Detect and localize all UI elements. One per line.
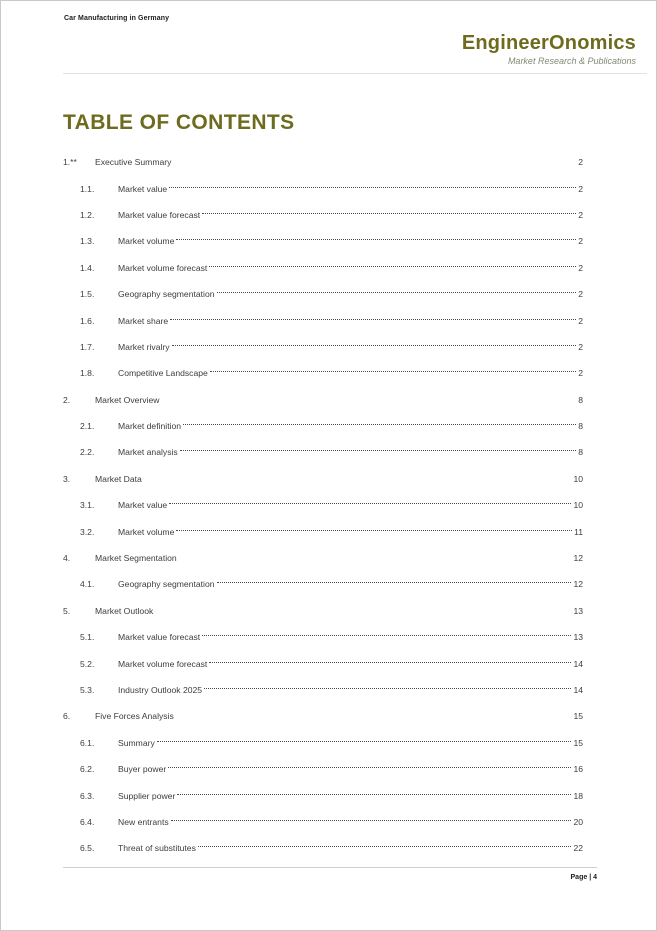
toc-entry-number: 2.1. bbox=[80, 421, 95, 432]
toc-entry-page: 15 bbox=[573, 737, 583, 748]
toc-entry[interactable] bbox=[63, 439, 583, 465]
toc-entry-title: Market Outlook bbox=[95, 605, 154, 616]
toc-entry-title: Market volume forecast bbox=[118, 262, 208, 273]
toc-entry-number: 6.1. bbox=[80, 737, 95, 748]
toc-entry-title: Geography segmentation bbox=[118, 579, 215, 590]
toc-entry-page: 2 bbox=[578, 183, 583, 194]
toc-entry-number: 6.5. bbox=[80, 843, 95, 854]
toc-entry-title: Summary bbox=[118, 737, 155, 748]
toc-entry-number: 1.5. bbox=[80, 289, 95, 300]
toc-entry-title: Market definition bbox=[118, 421, 182, 432]
toc-entry-page: 2 bbox=[578, 368, 583, 379]
toc-entry-page: 13 bbox=[573, 632, 583, 643]
toc-dot-leader bbox=[169, 503, 571, 504]
toc-entry-page: 14 bbox=[573, 685, 583, 695]
toc-entry-title: Executive Summary bbox=[95, 157, 172, 168]
toc-entry-page: 11 bbox=[574, 526, 583, 537]
toc-entry-number: 3.1. bbox=[80, 500, 95, 511]
toc-dot-leader bbox=[202, 635, 571, 636]
toc-entry-title: Market Segmentation bbox=[95, 553, 177, 564]
toc-entry-number: 6.4. bbox=[80, 816, 95, 827]
toc-entry-number: 1.2. bbox=[80, 209, 95, 220]
toc-entry-number: 2.2. bbox=[80, 447, 95, 458]
toc-dot-leader bbox=[176, 530, 572, 531]
toc-entry[interactable] bbox=[63, 228, 583, 254]
toc-entry[interactable] bbox=[63, 281, 583, 307]
toc-entry-title: Market Overview bbox=[95, 394, 160, 405]
toc-entry-title: Geography segmentation bbox=[118, 289, 215, 300]
toc-dot-leader bbox=[176, 239, 576, 240]
toc-entry-page: 13 bbox=[573, 605, 583, 616]
toc-entry-page: 14 bbox=[573, 658, 583, 669]
table-of-contents bbox=[63, 149, 583, 862]
toc-entry-page: 15 bbox=[573, 711, 583, 722]
toc-entry[interactable] bbox=[63, 571, 583, 597]
toc-dot-leader bbox=[202, 213, 576, 214]
toc-entry[interactable] bbox=[63, 360, 583, 386]
toc-dot-leader bbox=[169, 187, 576, 188]
toc-dot-leader bbox=[198, 846, 572, 847]
toc-entry[interactable] bbox=[63, 518, 583, 544]
toc-dot-leader bbox=[183, 424, 576, 425]
toc-entry[interactable] bbox=[63, 466, 583, 492]
toc-entry-page: 8 bbox=[578, 421, 583, 432]
toc-entry-page: 2 bbox=[578, 157, 583, 168]
toc-entry-page: 16 bbox=[573, 764, 583, 775]
toc-dot-leader bbox=[168, 767, 571, 768]
toc-entry-number: 1.3. bbox=[80, 236, 95, 247]
toc-entry-number: 6.3. bbox=[80, 790, 95, 801]
toc-entry-number: 1.8. bbox=[80, 368, 95, 379]
brand-logo bbox=[462, 32, 636, 66]
toc-entry-number: 2. bbox=[63, 394, 71, 405]
toc-entry[interactable] bbox=[63, 624, 583, 650]
toc-entry-page: 10 bbox=[573, 500, 583, 511]
toc-entry[interactable] bbox=[63, 387, 583, 413]
toc-entry-number: 5. bbox=[63, 605, 71, 616]
toc-entry-page: 10 bbox=[573, 473, 583, 484]
toc-entry[interactable] bbox=[63, 756, 583, 782]
toc-entry-number: 1.6. bbox=[80, 315, 95, 326]
toc-entry[interactable] bbox=[63, 334, 583, 360]
toc-dot-leader bbox=[172, 345, 577, 346]
toc-entry-number: 1.** bbox=[63, 157, 77, 168]
header-divider bbox=[63, 73, 647, 74]
toc-entry-title: Industry Outlook 2025 bbox=[118, 685, 203, 695]
brand-name: EngineerOnomics bbox=[461, 32, 636, 54]
toc-entry-number: 5.1. bbox=[80, 632, 95, 643]
toc-entry-page: 2 bbox=[578, 289, 583, 300]
toc-entry-title: Market analysis bbox=[118, 447, 178, 458]
toc-entry[interactable] bbox=[63, 835, 583, 861]
toc-entry[interactable] bbox=[63, 492, 583, 518]
toc-entry-page: 8 bbox=[578, 447, 583, 458]
brand-tagline: Market Research & Publications bbox=[507, 56, 636, 66]
toc-entry-title: Market volume forecast bbox=[118, 658, 208, 669]
toc-dot-leader bbox=[170, 319, 576, 320]
toc-dot-leader bbox=[217, 582, 572, 583]
toc-entry[interactable] bbox=[63, 730, 583, 756]
toc-entry-title: New entrants bbox=[118, 816, 169, 827]
toc-entry-number: 4. bbox=[63, 553, 71, 564]
toc-entry[interactable] bbox=[63, 598, 583, 624]
toc-dot-leader bbox=[177, 794, 571, 795]
toc-entry[interactable] bbox=[63, 255, 583, 281]
toc-dot-leader bbox=[157, 741, 572, 742]
toc-entry[interactable] bbox=[63, 307, 583, 333]
toc-entry[interactable] bbox=[63, 782, 583, 808]
toc-entry-number: 1.7. bbox=[80, 341, 95, 352]
toc-entry-number: 6. bbox=[63, 711, 71, 722]
toc-entry-title: Market Data bbox=[95, 473, 142, 484]
toc-entry[interactable] bbox=[63, 202, 583, 228]
toc-entry-page: 20 bbox=[573, 816, 583, 827]
toc-entry-number: 5.2. bbox=[80, 658, 95, 669]
toc-entry-page: 2 bbox=[578, 209, 583, 220]
toc-entry[interactable] bbox=[63, 677, 583, 703]
toc-entry-number: 5.3. bbox=[80, 685, 95, 695]
toc-entry-page: 2 bbox=[578, 315, 583, 326]
toc-entry[interactable] bbox=[63, 650, 583, 676]
toc-dot-leader bbox=[180, 450, 577, 451]
toc-entry-title: Market share bbox=[118, 315, 169, 326]
toc-entry-number: 4.1. bbox=[80, 579, 95, 590]
toc-entry-page: 8 bbox=[578, 394, 583, 405]
toc-entry-page: 2 bbox=[578, 341, 583, 352]
toc-entry-title: Market value bbox=[118, 500, 168, 511]
toc-entry-title: Market volume bbox=[118, 526, 175, 537]
toc-dot-leader bbox=[209, 662, 571, 663]
page-title: TABLE OF CONTENTS bbox=[63, 111, 295, 134]
page-footer bbox=[63, 867, 597, 881]
footer-page-number: Page | 4 bbox=[570, 874, 597, 881]
toc-entry-page: 12 bbox=[573, 579, 583, 590]
toc-entry-number: 3.2. bbox=[80, 526, 95, 537]
toc-entry[interactable] bbox=[63, 545, 583, 571]
toc-entry-number: 6.2. bbox=[80, 764, 95, 775]
running-header-title: Car Manufacturing in Germany bbox=[64, 15, 170, 22]
toc-entry-title: Market value bbox=[118, 183, 168, 194]
toc-entry-page: 12 bbox=[573, 553, 583, 564]
toc-entry-page: 2 bbox=[578, 236, 583, 247]
toc-dot-leader bbox=[204, 688, 571, 689]
toc-entry[interactable] bbox=[63, 175, 583, 201]
toc-entry-title: Competitive Landscape bbox=[118, 368, 208, 379]
toc-entry-title: Buyer power bbox=[118, 764, 167, 775]
toc-entry-number: 1.1. bbox=[80, 183, 95, 194]
toc-entry[interactable] bbox=[63, 809, 583, 835]
toc-dot-leader bbox=[171, 820, 572, 821]
toc-entry[interactable] bbox=[63, 149, 583, 175]
toc-dot-leader bbox=[217, 292, 577, 293]
toc-entry-title: Market value forecast bbox=[118, 209, 201, 220]
toc-dot-leader bbox=[210, 371, 576, 372]
toc-entry-title: Market value forecast bbox=[118, 632, 201, 643]
toc-entry-page: 18 bbox=[573, 790, 583, 801]
toc-entry-page: 22 bbox=[573, 843, 583, 854]
toc-entry-page: 2 bbox=[578, 262, 583, 273]
toc-entry-number: 3. bbox=[63, 473, 71, 484]
toc-entry[interactable] bbox=[63, 703, 583, 729]
toc-entry-title: Market rivalry bbox=[118, 341, 170, 352]
toc-entry[interactable] bbox=[63, 413, 583, 439]
toc-entry-title: Threat of substitutes bbox=[118, 843, 196, 854]
toc-dot-leader bbox=[209, 266, 576, 267]
toc-entry-title: Supplier power bbox=[118, 790, 176, 801]
footer-divider bbox=[63, 867, 597, 868]
toc-entry-title: Five Forces Analysis bbox=[95, 711, 174, 722]
toc-entry-number: 1.4. bbox=[80, 262, 95, 273]
toc-entry-title: Market volume bbox=[118, 236, 175, 247]
